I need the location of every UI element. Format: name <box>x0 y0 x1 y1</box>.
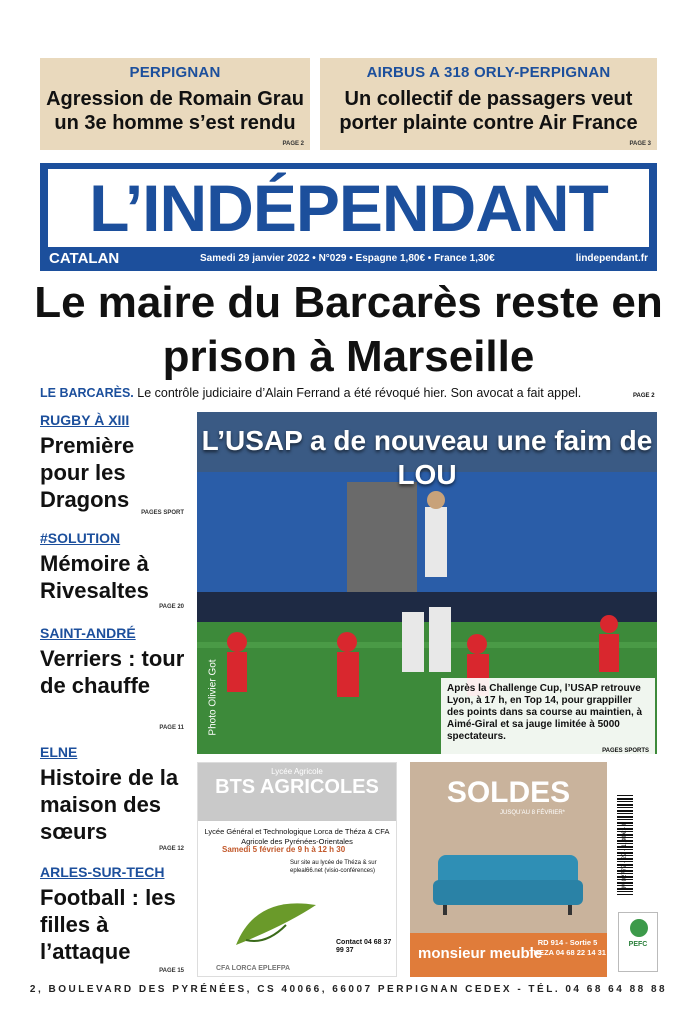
sidebar-kicker: SAINT-ANDRÉ <box>40 625 136 641</box>
ad-soldes-brand: monsieur meuble <box>418 945 543 962</box>
ad-bts-top-line: Lycée Agricole <box>271 767 323 776</box>
teaser-page-ref: PAGE 2 <box>282 141 304 147</box>
sidebar-headline: Football : les filles à l’attaque <box>40 885 176 964</box>
deck-text: Le contrôle judiciaire d’Alain Ferrand a été révoqué hier. Son avocat a fait appel. <box>137 386 582 400</box>
photo-credit: Photo Olivier Got <box>207 659 219 736</box>
sidebar-item-rugby[interactable] <box>40 412 188 518</box>
sidebar-headline: Histoire de la maison des sœurs <box>40 765 179 844</box>
sidebar-page-ref: PAGE 11 <box>159 725 184 731</box>
sidebar-item-saint-andre[interactable] <box>40 625 188 735</box>
pefc-tree-icon <box>630 919 648 937</box>
sidebar-page-ref: PAGE 20 <box>159 604 184 610</box>
ad-soldes-address: RD 914 - Sortie 5 THEZA 04 68 22 14 31 <box>529 938 606 957</box>
footer-address: 2, BOULEVARD DES PYRÉNÉES, CS 40066, 66007 PERPIGNAN CEDEX - TÉL. 04 68 64 88 88 <box>29 984 668 995</box>
ad-bts-date: Samedi 5 février de 9 h à 12 h 30 <box>222 845 346 854</box>
sidebar-kicker: #SOLUTION <box>40 530 121 546</box>
photo-headline: L’USAP a de nouveau une faim de LOU <box>201 425 653 490</box>
teaser-kicker: PERPIGNAN <box>129 64 221 81</box>
teaser-perpignan[interactable] <box>40 58 310 150</box>
issue-info: Samedi 29 janvier 2022 • N°029 • Espagne 1,80€ • France 1,30€ <box>200 253 495 264</box>
main-headline[interactable]: Le maire du Barcarès reste en prison à Marseille <box>34 278 663 381</box>
teaser-kicker: AIRBUS A 318 ORLY-PERPIGNAN <box>366 64 611 81</box>
ad-soldes-subtitle: JUSQU’AU 8 FÉVRIER* <box>500 810 566 816</box>
newspaper-logo: L’INDÉPENDANT <box>89 171 608 245</box>
ad-bts-title: BTS AGRICOLES <box>215 776 379 798</box>
ad-soldes[interactable] <box>410 762 607 977</box>
deck-kicker: LE BARCARÈS. <box>40 386 134 400</box>
pefc-text: PEFC <box>628 941 648 948</box>
barcode-number: M 02777 - 29 - 1,30 € - 0 <box>622 821 628 888</box>
caption-text: Après la Challenge Cup, l’USAP retrouve Lyon, à 17 h, en Top 14, pour grappiller des points dans sa course au maintien, à Aimé-Giral et sa jauge limitée à 5000 spectateurs. <box>447 683 643 742</box>
main-page-ref: PAGE 2 <box>633 393 655 399</box>
ad-soldes-title: SOLDES <box>446 776 571 809</box>
teaser-airbus[interactable] <box>320 58 657 150</box>
sidebar-headline: Mémoire à Rivesaltes <box>40 551 149 603</box>
leaf-icon <box>226 885 326 955</box>
ad-soldes-footer <box>410 933 607 977</box>
masthead-logo-box <box>48 169 649 247</box>
sidebar-page-ref: PAGE 12 <box>159 846 184 852</box>
teaser-page-ref: PAGE 3 <box>629 141 651 147</box>
sidebar-headline: Première pour les Dragons <box>40 433 135 512</box>
pefc-label <box>618 912 658 972</box>
ad-bts-contact: Contact 04 68 37 99 37 <box>336 939 392 954</box>
sidebar-page-ref: PAGES SPORT <box>141 510 184 516</box>
sidebar-item-elne[interactable] <box>40 744 188 856</box>
ad-bts-school: Lycée Général et Technologique Lorca de Théza & CFA Agricole des Pyrénées-Orientales <box>204 827 390 846</box>
ad-bts-logos: CFA LORCA EPLEFPA <box>216 965 291 972</box>
sidebar-headline: Verriers : tour de chauffe <box>40 646 185 698</box>
caption-page-ref: PAGES SPORTS <box>602 748 649 754</box>
masthead-info-bar <box>40 247 657 271</box>
website-link[interactable]: lindependant.fr <box>575 253 648 264</box>
ad-bts-agricoles[interactable] <box>197 762 397 977</box>
main-deck <box>40 386 630 400</box>
edition-label: CATALAN <box>49 250 120 267</box>
sidebar-kicker: ELNE <box>40 744 78 760</box>
teaser-headline: Un collectif de passagers veut porter plainte contre Air France <box>339 88 638 134</box>
ad-bts-site: Sur site au lycée de Théza & sur epleal66.net (visio-conférences) <box>290 860 377 874</box>
teaser-headline: Agression de Romain Grau un 3e homme s’est rendu <box>46 88 304 134</box>
masthead <box>40 163 657 271</box>
sidebar-item-solution[interactable] <box>40 530 188 612</box>
sidebar-item-arles[interactable] <box>40 864 188 976</box>
ad-bts-header <box>198 763 396 821</box>
rugby-photo[interactable] <box>197 412 657 754</box>
sidebar-kicker: RUGBY À XIII <box>40 412 130 428</box>
sofa-icon <box>428 840 588 920</box>
sidebar-page-ref: PAGE 15 <box>159 968 184 974</box>
sidebar-kicker: ARLES-SUR-TECH <box>40 864 165 880</box>
photo-caption <box>441 678 655 754</box>
